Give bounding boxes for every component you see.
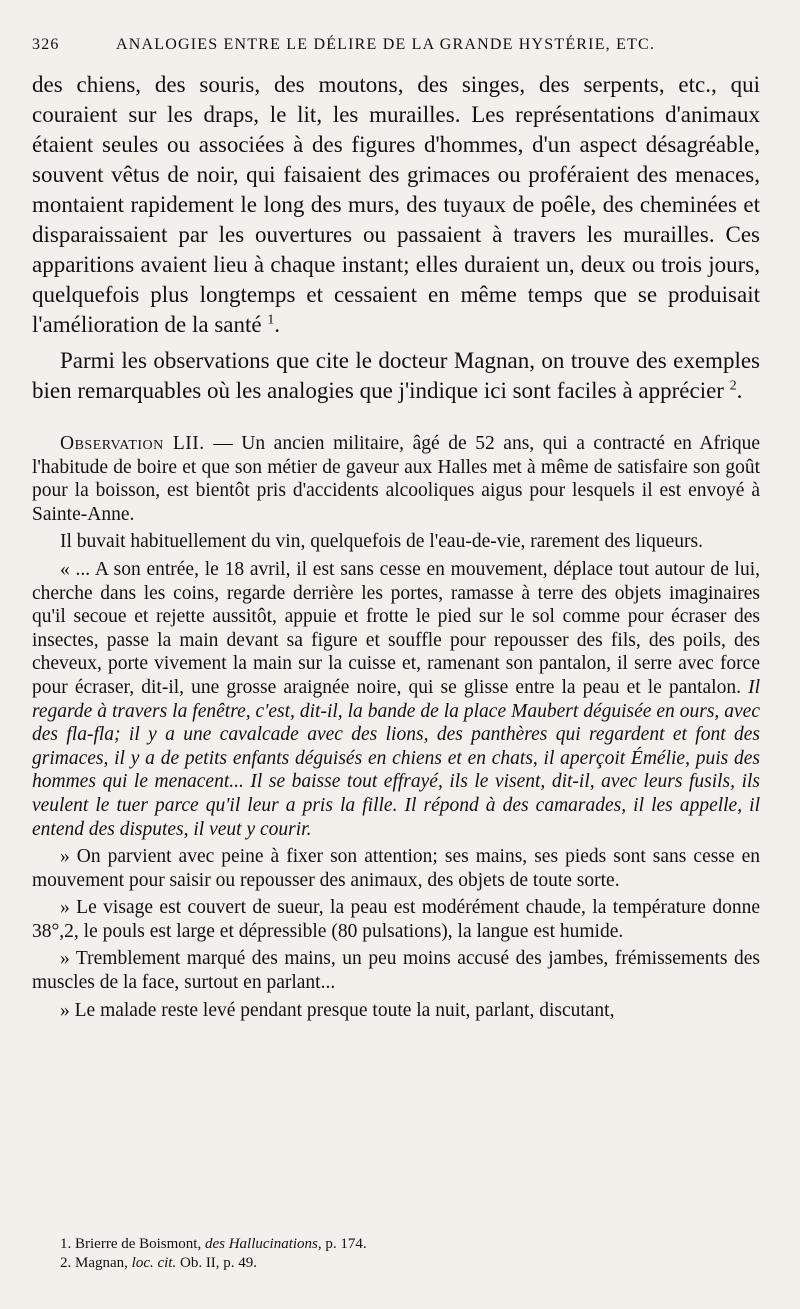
running-title: ANALOGIES ENTRE LE DÉLIRE DE LA GRANDE HYSTÉRIE, ETC. [116, 36, 656, 53]
footnote-title: des Hallucinations [204, 1236, 318, 1252]
paragraph-end: . [736, 378, 743, 403]
footnote-ref-2: 2 [729, 377, 737, 393]
main-text [32, 70, 760, 406]
page-body [32, 70, 760, 1022]
footnote-ref-1: 1 [267, 311, 275, 327]
footnotes [60, 1235, 760, 1273]
footnote-page: Ob. II, p. 49. [176, 1255, 258, 1271]
paragraph-hallucinations [32, 70, 760, 340]
footnote-number: 1. [60, 1236, 72, 1252]
footnote-text: Brierre de Boismont, [71, 1236, 205, 1252]
footnote-text: Magnan, [71, 1255, 132, 1271]
observation-text: — Un ancien militaire, âgé de 52 ans, qui a contracté en Afrique l'habitude de boire et que son métier de gaveur aux Halles met à même de satisfaire son goût pour la boisson, est bientôt pris d'accidents alcooliques aigus pour lesquels il est envoyé à Sainte-Anne. [32, 433, 760, 525]
entry-text: « ... A son entrée, le 18 avril, il est sans cesse en mouvement, déplace tout autour de lui, cherche dans les coins, regarde derrière les portes, ramasse à terre des objets imaginaires qu'il secoue et rejette aussitôt, appuie et frotte le pied sur le sol comme pour écraser des insectes, passe la main devant sa figure et souffle pour repousser des fils, des poils, des cheveux, porte vivement la main sur la cuisse et, ramenant son pantalon, il serre avec force pour écraser, dit-il, une grosse araignée noire, qui se glisse entre la peau et le pantalon. [32, 558, 760, 698]
paragraph-drinking: Il buvait habituellement du vin, quelquefois de l'eau-de-vie, rarement des liqueurs. [60, 531, 704, 553]
paragraph-end: . [274, 312, 280, 337]
footnote-2 [60, 1254, 760, 1273]
entry-italic-text: Il regarde à travers la fenêtre, c'est, dit-il, la bande de la place Maubert déguisée en ours, avec des fla-fla; il y a une cavalcade avec des lions, des panthères qui regardent et font des grimaces, il y a de petits enfants déguisés en chiens et en chats, il aperçoit Émélie, puis des hommes qui le menacent... Il se baisse tout effrayé, ils le visent, dit-il, avec leurs fusils, ils veulent le tuer parce qu'il leur a pris la fille. Il répond à des camarades, il les appelle, il entend des disputes, il veut y courir. [32, 676, 760, 840]
page-number: 326 [32, 36, 60, 53]
paragraph-text: Parmi les observations que cite le docteur Magnan, on trouve des exemples bien remarquables où les analogies que j'indique ici sont faciles à apprécier [32, 348, 760, 403]
paragraph-magnan [32, 346, 760, 406]
footnote-1 [60, 1235, 760, 1254]
paragraph-face: » Le visage est couvert de sueur, la peau est modérément chaude, la température donne 38°,2, le pouls est large et dépressible (80 pulsations), la langue est humide. [32, 897, 760, 942]
paragraph-attention: » On parvient avec peine à fixer son attention; ses mains, ses pieds sont sans cesse en mouvement pour saisir ou repousser des animaux, des objets de toute sorte. [32, 846, 760, 891]
observation-intro [32, 432, 760, 526]
paragraph-night: » Le malade reste levé pendant presque toute la nuit, parlant, discutant, [60, 999, 615, 1021]
observation-block [32, 432, 760, 1022]
footnote-number: 2. [60, 1255, 72, 1271]
footnote-title: loc. cit. [131, 1255, 177, 1271]
footnote-page: , p. 174. [317, 1236, 367, 1252]
paragraph-text: des chiens, des souris, des moutons, des singes, des serpents, etc., qui couraient sur les draps, le lit, les murailles. Les représentations d'animaux étaient seules ou associées à des figures d'hommes, d'un aspect désagréable, souvent vêtus de noir, qui faisaient des grimaces ou proféraient des menaces, montaient rapidement le long des murs, des tuyaux de poêle, des cheminées et disparaissaient par les ouvertures ou passaient à travers les murailles. Ces apparitions avaient lieu à chaque instant; elles duraient un, deux ou trois jours, quelquefois plus longtemps et cessaient en même temps que se produisait l'amélioration de la santé [32, 72, 760, 337]
observation-heading: Observation LII. [60, 433, 205, 454]
paragraph-entry [32, 558, 760, 841]
paragraph-tremor: » Tremblement marqué des mains, un peu moins accusé des jambes, frémissements des muscles de la face, surtout en parlant... [32, 948, 760, 994]
